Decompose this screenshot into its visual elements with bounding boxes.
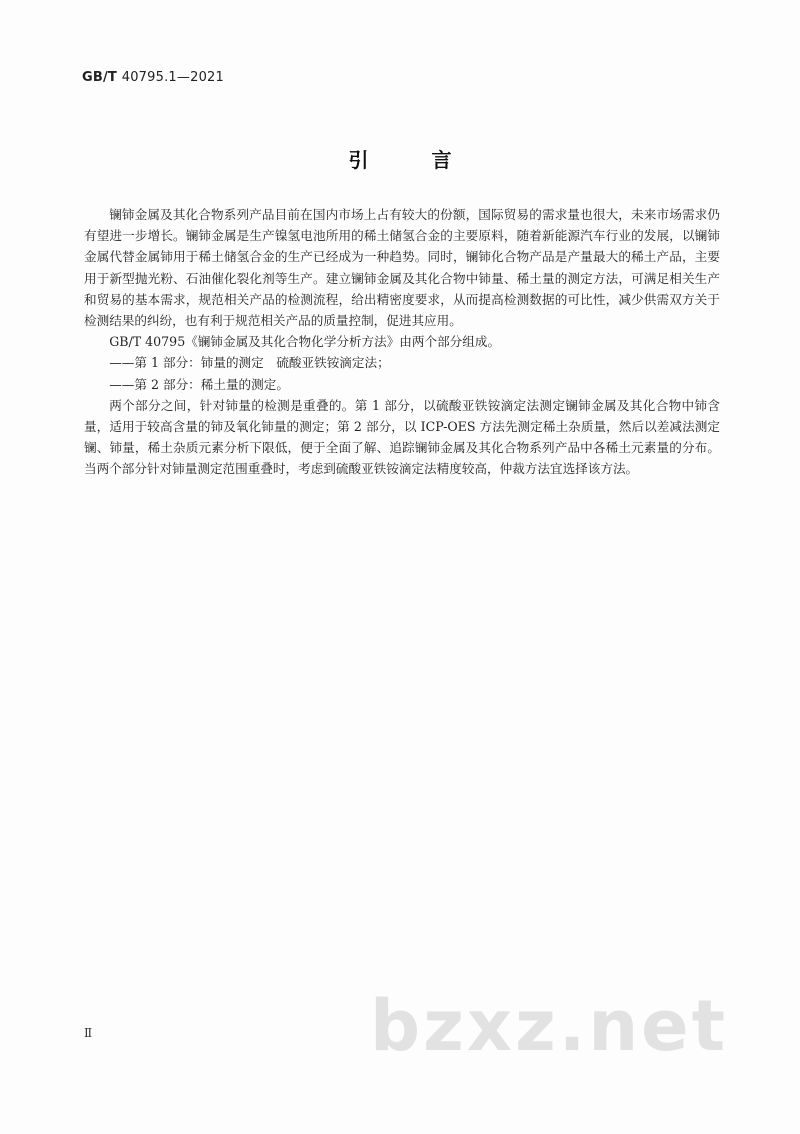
doc-number: 40795.1—2021 xyxy=(121,70,224,85)
watermark: bzxz.net xyxy=(370,985,729,1067)
section-title: 引 言 xyxy=(348,148,480,172)
list-item-part-1: ——第 1 部分：铈量的测定 硫酸亚铁铵滴定法； xyxy=(109,355,390,371)
paragraph-parts-overview: GB/T 40795《镧铈金属及其化合物化学分析方法》由两个部分组成。 xyxy=(109,334,501,350)
page-number: Ⅱ xyxy=(84,1026,93,1040)
paragraph-background: 镧铈金属及其化合物系列产品目前在国内市场上占有较大的份额，国际贸易的需求量也很大，未来市场需求仍有望进一步增长。镧铈金属是生产镍氢电池所用的稀土储氢合金的主要原料，随着新能源汽车行业的发展，以镧铈金属代替金属铈用于稀土储氢合金的生产已经成为一种趋势。同时，镧铈化合物产品是产量最大的稀土产品，主要用于新型抛光粉、石油催化裂化剂等生产。建立镧铈金属及其化合物中铈量、稀土量的测定方法，可满足相关生产和贸易的基本需求，规范相关产品的检测流程，给出精密度要求，从而提高检测数据的可比性，减少供需双方关于检测结果的纠纷，也有利于规范相关产品的质量控制，促进其应用。 xyxy=(84,207,720,329)
doc-prefix: GB/T xyxy=(82,70,117,85)
paragraph-parts-relationship: 两个部分之间，针对铈量的检测是重叠的。第 1 部分，以硫酸亚铁铵滴定法测定镧铈金属及其化合物中铈含量，适用于较高含量的铈及氧化铈量的测定；第 2 部分，以 ICP-OES 方法先测定稀土杂质量，然后以差减法测定镧、铈量，稀土杂质元素分析下限低，便于全面了解、追踪镧铈金属及其化合物系列产品中各稀土元素量的分布。当两个部分针对铈量测定范围重叠时，考虑到硫酸亚铁铵滴定法精度较高，仲裁方法宜选择该方法。 xyxy=(84,397,720,477)
document-identifier xyxy=(82,70,224,85)
list-item-part-2: ——第 2 部分：稀土量的测定。 xyxy=(109,376,289,392)
introduction-body xyxy=(84,204,720,480)
